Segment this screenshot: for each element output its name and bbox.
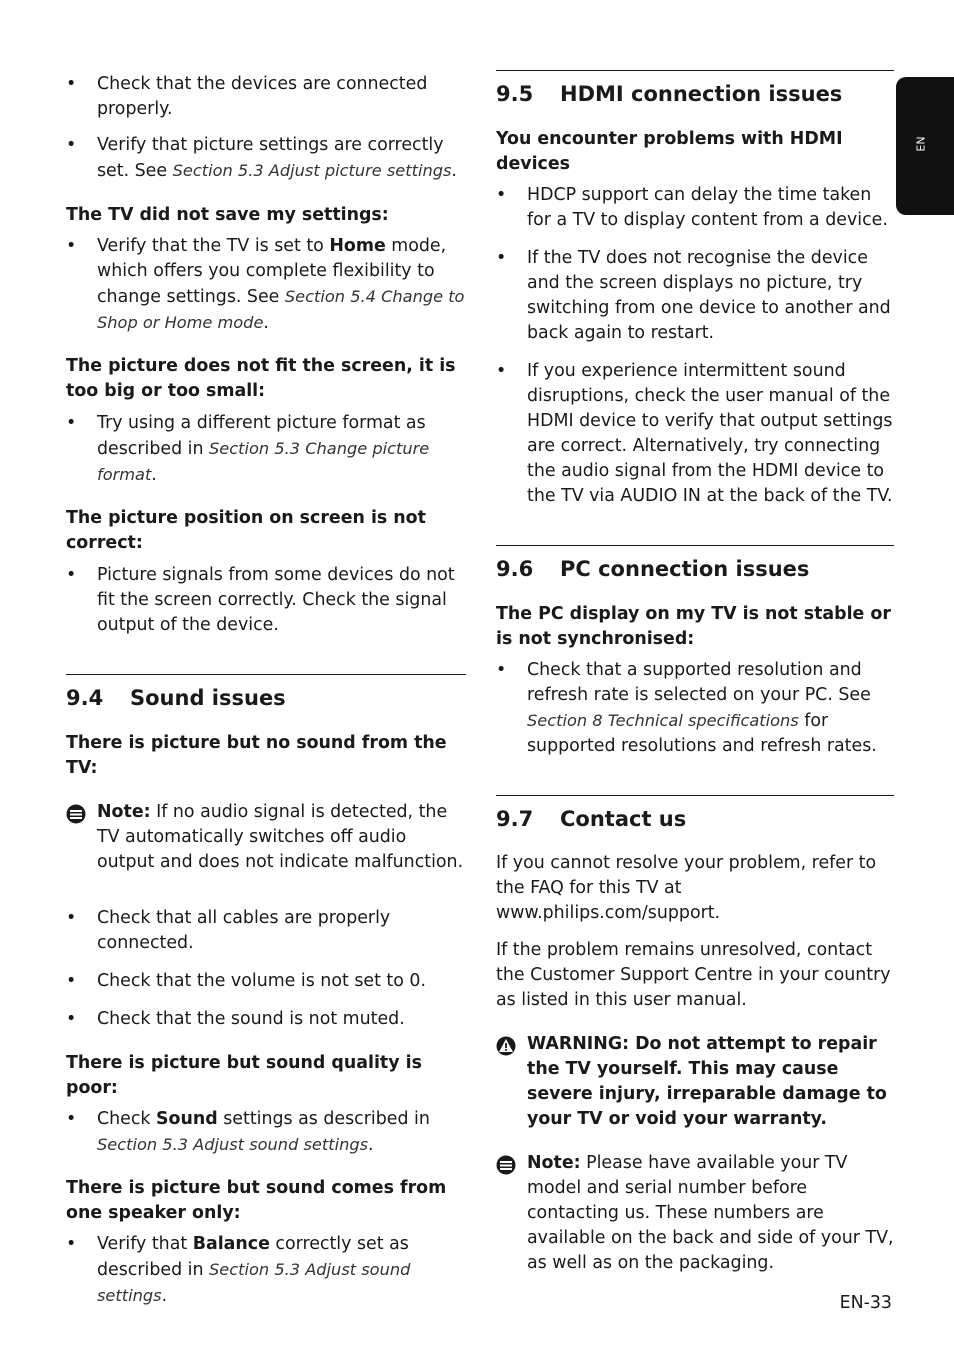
section-ref: Section 5.3 Adjust sound settings <box>97 1260 411 1305</box>
contact-support-paragraph: If the problem remains unresolved, contact the Customer Support Centre in your country as listed in this user manual. <box>496 940 891 1010</box>
section-ref: Section 5.3 Change picture format <box>97 439 430 484</box>
section-9-4-heading: 9.4 Sound issues <box>66 674 466 715</box>
section-9-6-heading: 9.6 PC connection issues <box>496 545 894 586</box>
note-icon <box>496 1155 516 1175</box>
bullet-volume: • Check that the volume is not set to 0. <box>66 969 466 994</box>
page-number: EN-33 <box>839 1293 892 1313</box>
bullet-home-mode: • Verify that the TV is set to Home mode, which offers you complete flexibility to change settings. See Section 5.4 Change to Shop or Home mode. <box>66 234 466 336</box>
heading-not-fit: The picture does not fit the screen, it is too big or too small: <box>66 356 456 401</box>
heading-one-speaker: There is picture but sound comes from one speaker only: <box>66 1178 447 1223</box>
bullet-sound-disruptions: • If you experience intermittent sound disruptions, check the user manual of the HDMI device to verify that output settings are correct. Alternatively, try connecting the audio signal from the HDMI device to the TV via AUDIO IN at the back of the TV. <box>496 359 894 509</box>
bullet-balance: • Verify that Balance correctly set as described in Section 5.3 Adjust sound settings. <box>66 1232 466 1309</box>
language-tab <box>896 77 954 215</box>
note-no-audio: Note: If no audio signal is detected, the TV automatically switches off audio output and does not indicate malfunction. <box>66 800 466 875</box>
section-9-7-heading: 9.7 Contact us <box>496 795 894 836</box>
contact-faq-paragraph: If you cannot resolve your problem, refer to the FAQ for this TV at www.philips.com/support. <box>496 853 877 923</box>
bullet-devices-connected: • Check that the devices are connected properly. <box>66 72 466 122</box>
section-9-5-heading: 9.5 HDMI connection issues <box>496 70 894 111</box>
right-column <box>496 70 894 1276</box>
heading-position: The picture position on screen is not correct: <box>66 508 426 553</box>
bullet-muted: • Check that the sound is not muted. <box>66 1007 466 1032</box>
warning-box: WARNING: Do not attempt to repair the TV yourself. This may cause severe injury, irreparable damage to your TV or void your warranty. <box>496 1032 894 1132</box>
left-column <box>66 70 466 1309</box>
note-serial-number: Note: Please have available your TV model and serial number before contacting us. These numbers are available on the back and side of your TV, as well as on the packaging. <box>496 1151 894 1276</box>
section-ref: Section 5.4 Change to Shop or Home mode <box>97 287 465 332</box>
bullet-cables: • Check that all cables are properly connected. <box>66 906 466 956</box>
note-icon <box>66 804 86 824</box>
heading-not-saved: The TV did not save my settings: <box>66 205 389 225</box>
bullet-resolution: • Check that a supported resolution and refresh rate is selected on your PC. See Section 8 Technical specifications for supported resolutions and refresh rates. <box>496 658 894 759</box>
bullet-hdcp: • HDCP support can delay the time taken for a TV to display content from a device. <box>496 183 894 233</box>
heading-hdmi-problems: You encounter problems with HDMI devices <box>496 129 843 174</box>
bullet-signal-output: • Picture signals from some devices do not fit the screen correctly. Check the signal output of the device. <box>66 563 466 638</box>
section-ref: Section 8 Technical specifications <box>527 711 799 730</box>
section-ref: Section 5.3 Adjust sound settings <box>97 1135 369 1154</box>
bullet-picture-settings: • Verify that picture settings are correctly set. See Section 5.3 Adjust picture settings. <box>66 133 466 184</box>
bullet-picture-format: • Try using a different picture format as described in Section 5.3 Change picture format. <box>66 411 466 488</box>
language-tab-label: EN <box>914 136 928 152</box>
warning-icon <box>496 1036 516 1056</box>
heading-quality-poor: There is picture but sound quality is poor: <box>66 1053 422 1098</box>
heading-pc-display: The PC display on my TV is not stable or is not synchronised: <box>496 604 891 649</box>
heading-no-sound: There is picture but no sound from the TV: <box>66 733 447 778</box>
section-ref: Section 5.3 Adjust picture settings <box>172 161 452 180</box>
bullet-not-recognised: • If the TV does not recognise the device and the screen displays no picture, try switching from one device to another and back again to restart. <box>496 246 894 346</box>
bullet-sound-settings: • Check Sound settings as described in Section 5.3 Adjust sound settings. <box>66 1107 466 1158</box>
